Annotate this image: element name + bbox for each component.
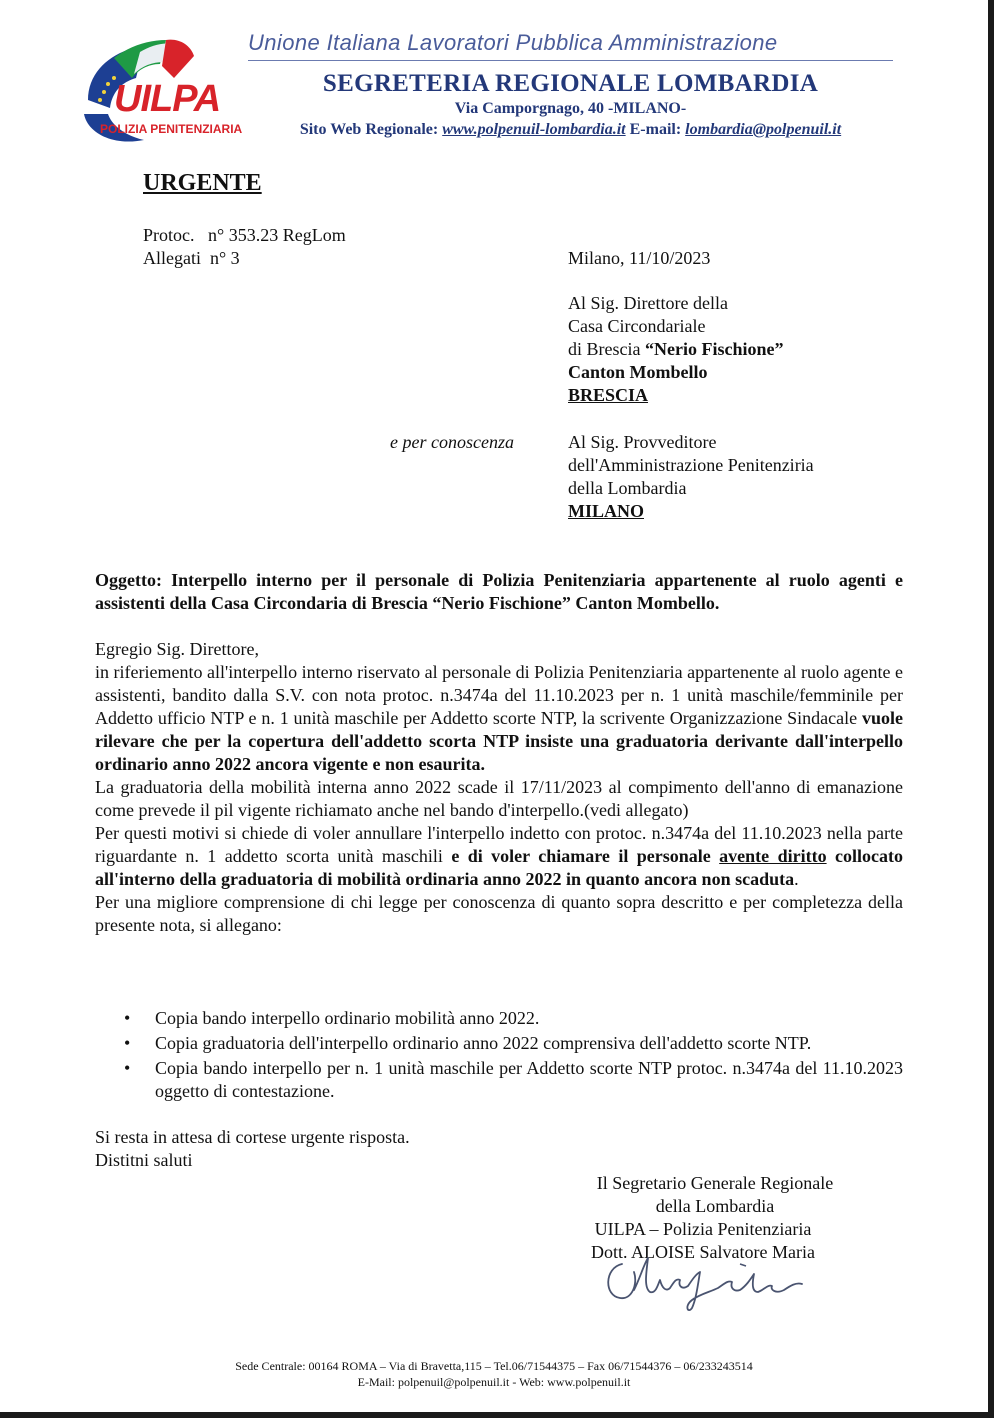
attachments-list	[95, 1007, 903, 1105]
recipient1-line3	[568, 338, 783, 361]
recipient2-city: MILANO	[568, 501, 644, 521]
subject: Oggetto: Interpello interno per il personale di Polizia Penitenziaria appartenente al ruolo agenti e assistenti della Casa Circondaria di Brescia “Nerio Fischione” Canton Mombello.	[95, 570, 903, 613]
recipient2-line1: Al Sig. Provveditore	[568, 432, 717, 452]
recipient1-line4: Canton Mombello	[568, 362, 708, 382]
recipient-provveditore	[568, 431, 814, 523]
email-link[interactable]: lombardia@polpenuil.it	[685, 121, 842, 138]
letter-date: Milano, 11/10/2023	[568, 248, 711, 268]
bullet-icon: •	[124, 1058, 131, 1078]
logo-wordmark: UILPA	[114, 78, 221, 120]
paragraph-3-end: .	[794, 869, 799, 889]
recipient1-city: BRESCIA	[568, 385, 649, 405]
attachment-item	[95, 1032, 903, 1055]
paragraph-1-text: in riferiemento all'interpello interno riservato al personale di Polizia Penitenziaria appartenente al ruolo agente e assistenti, bandito dalla S.V. con nota protoc. n.3474a del 11.10.2023 per n. 1 unità maschile/femminile per Addetto ufficio NTP e n. 1 unità maschile per Addetto scorte NTP, la scrivente Organizzazione Sindacale	[95, 662, 903, 728]
recipient1-line1: Al Sig. Direttore della	[568, 293, 728, 313]
uilpa-logo	[74, 34, 243, 148]
recipient2-line2: dell'Amministrazione Penitenziria	[568, 455, 814, 475]
signature-line3: UILPA – Polizia Penitenziaria	[594, 1219, 812, 1239]
header-divider	[248, 60, 893, 61]
attachment-item	[95, 1007, 903, 1030]
header-contacts	[248, 121, 893, 139]
closing-line2: Distitni saluti	[95, 1150, 193, 1170]
attachment-text: Copia bando interpello ordinario mobilità anno 2022.	[155, 1008, 540, 1028]
bullet-icon: •	[124, 1008, 131, 1028]
attachment-text: Copia graduatoria dell'interpello ordinario anno 2022 comprensiva dell'addetto scorte NTP.	[155, 1033, 812, 1053]
recipient1-line2: Casa Circondariale	[568, 316, 706, 336]
closing-line1: Si resta in attesa di cortese urgente risposta.	[95, 1127, 410, 1147]
salutation: Egregio Sig. Direttore,	[95, 639, 259, 659]
paragraph-1-emphasis: vuole rilevare che per la copertura dell'addetto scorta NTP insiste una graduatoria derivante dall'interpello ordinario anno 2022 ancora vigente e non esaurita.	[95, 708, 903, 774]
bullet-icon: •	[124, 1033, 131, 1053]
org-name: Unione Italiana Lavoratori Pubblica Amministrazione	[248, 30, 778, 55]
letter-body	[95, 638, 903, 937]
paragraph-3-emphasis-b: collocato all'interno della graduatoria di mobilità ordinaria anno 2022 in quanto ancora non scaduta	[95, 846, 903, 889]
attachments-count-line	[143, 247, 240, 270]
logo-subtitle: POLIZIA PENITENZIARIA	[100, 122, 243, 136]
closing	[95, 1126, 410, 1172]
web-link[interactable]: www.polpenuil-lombardia.it	[442, 121, 626, 138]
paragraph-3-text: Per questi motivi si chiede di voler annullare l'interpello indetto con protoc. n.3474a del 11.10.2023 nella parte riguardante n. 1 addetto scorta unità maschili	[95, 823, 903, 866]
attachment-text: Copia bando interpello per n. 1 unità maschile per Addetto scorte NTP protoc. n.3474a del 11.10.2023 oggetto di contestazione.	[155, 1058, 903, 1101]
signature-line2: della Lombardia	[655, 1196, 775, 1216]
protocol-value: n° 353.23 RegLom	[208, 225, 346, 245]
protocol-label: Protoc.	[143, 225, 195, 245]
protocol-line	[143, 224, 346, 247]
footer-line2: E-Mail: polpenuil@polpenuil.it - Web: www.polpenuil.it	[357, 1375, 631, 1389]
header-address: Via Camporgnago, 40 -MILANO-	[454, 100, 687, 117]
attachment-item	[95, 1057, 903, 1103]
secretariat-title: SEGRETERIA REGIONALE LOMBARDIA	[322, 70, 819, 97]
paragraph-1	[95, 661, 903, 776]
signature-line1: Il Segretario Generale Regionale	[596, 1173, 834, 1193]
paragraph-2: La graduatoria della mobilità interna anno 2022 scade il 17/11/2023 al compimento dell'anno di emanazione come prevede il pil vigente richiamato anche nel bando d'interpello.(vedi allegato)	[95, 777, 903, 820]
paragraph-4: Per una migliore comprensione di chi legge per conoscenza di quanto sopra descritto e per completezza della presente nota, si allegano:	[95, 892, 903, 935]
recipient2-line3: della Lombardia	[568, 478, 687, 498]
paragraph-3-emphasis-a: e di voler chiamare il personale	[451, 846, 720, 866]
recipient-director	[568, 292, 783, 407]
urgent-heading: URGENTE	[143, 170, 262, 196]
recipient1-line3-prefix: di Brescia	[568, 339, 641, 359]
footer	[0, 1358, 988, 1390]
allegati-label: Allegati	[143, 248, 201, 268]
paragraph-3	[95, 822, 903, 891]
allegati-value: n° 3	[209, 248, 240, 268]
paragraph-3-avente-diritto: avente diritto	[719, 846, 827, 866]
recipient1-institute-name: “Nerio Fischione”	[644, 339, 784, 359]
handwritten-signature	[600, 1244, 830, 1316]
footer-line1: Sede Centrale: 00164 ROMA – Via di Bravetta,115 – Tel.06/71544375 – Fax 06/71544376 – 06/233243514	[235, 1359, 753, 1373]
email-label: E-mail:	[629, 121, 682, 138]
cc-label: e per conoscenza	[390, 432, 514, 452]
signature-line4: Dott. ALOISE Salvatore Maria	[591, 1242, 815, 1262]
handwritten-signature-icon	[600, 1244, 830, 1316]
web-label: Sito Web Regionale:	[299, 121, 439, 138]
